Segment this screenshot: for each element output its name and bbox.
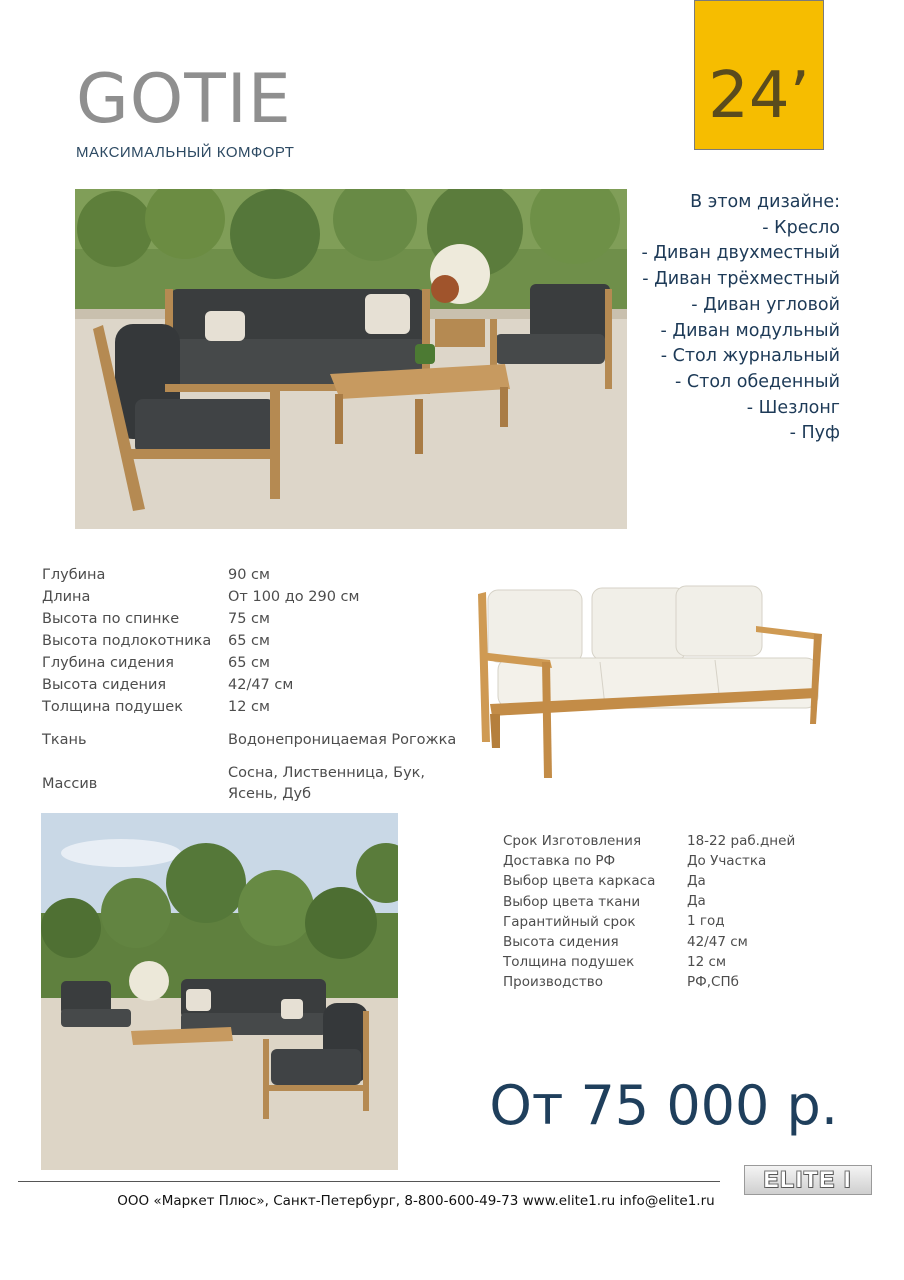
design-list-item: - Стол журнальный xyxy=(660,346,840,367)
sofa-product-image xyxy=(470,582,830,782)
term-label: Производство xyxy=(503,974,603,991)
elite-logo xyxy=(744,1165,872,1195)
term-value: До Участка xyxy=(687,852,767,869)
spec-value: 65 см xyxy=(228,654,270,671)
spec-label: Ткань xyxy=(42,732,87,748)
table-row xyxy=(42,718,462,762)
design-list-item: - Диван двухместный xyxy=(641,243,840,264)
term-value: Да xyxy=(687,872,706,889)
footer-contacts: ООО «Маркет Плюс», Санкт-Петербург, 8-800-600-49-73 www.elite1.ru info@elite1.ru xyxy=(117,1193,715,1209)
spec-label: Толщина подушек xyxy=(42,699,183,715)
term-value: РФ,СПб xyxy=(687,973,739,990)
footer-divider xyxy=(18,1181,720,1182)
spec-value: 65 см xyxy=(228,632,270,649)
terms-table xyxy=(503,831,795,993)
term-value: 18-22 раб.дней xyxy=(687,832,796,849)
term-label: Толщина подушек xyxy=(503,954,635,971)
table-row xyxy=(42,608,462,630)
term-label: Срок Изготовления xyxy=(503,833,642,850)
spec-label: Высота по спинке xyxy=(42,611,180,627)
term-label: Доставка по РФ xyxy=(503,853,616,870)
size-badge-text: 24’ xyxy=(708,59,810,133)
table-row xyxy=(503,972,795,992)
table-row xyxy=(503,871,795,891)
table-row xyxy=(503,912,795,932)
design-list-item: - Диван модульный xyxy=(660,320,840,341)
price: От 75 000 р. xyxy=(489,1074,838,1137)
term-label: Выбор цвета каркаса xyxy=(503,873,656,890)
spec-value: От 100 до 290 см xyxy=(228,588,360,605)
design-list-item: - Шезлонг xyxy=(746,397,840,418)
design-list-item: - Диван угловой xyxy=(691,294,840,315)
table-row xyxy=(503,932,795,952)
spec-label: Высота подлокотника xyxy=(42,633,212,649)
table-row xyxy=(42,586,462,608)
term-value: 42/47 см xyxy=(687,933,748,950)
spec-label: Длина xyxy=(42,589,91,605)
table-row xyxy=(42,696,462,718)
term-value: Да xyxy=(687,893,706,910)
table-row xyxy=(42,630,462,652)
spec-label: Глубина xyxy=(42,567,106,583)
term-value: 12 см xyxy=(687,953,727,970)
term-label: Гарантийный срок xyxy=(503,913,636,930)
design-list xyxy=(641,190,840,447)
table-row xyxy=(42,674,462,696)
table-row xyxy=(503,892,795,912)
spec-value: 75 см xyxy=(228,610,270,627)
collection-title: GOTIE xyxy=(76,60,292,139)
term-label: Высота сидения xyxy=(503,934,619,951)
spec-value: 42/47 см xyxy=(228,676,294,693)
spec-value: Сосна, Лиственница, Бук, Ясень, Дуб xyxy=(228,765,426,802)
spec-value: 12 см xyxy=(228,698,270,715)
secondary-photo xyxy=(41,813,398,1170)
dimensions-table xyxy=(42,564,462,806)
spec-label: Высота сидения xyxy=(42,677,167,693)
design-list-item: - Стол обеденный xyxy=(675,371,840,392)
table-row xyxy=(42,564,462,586)
size-badge xyxy=(694,0,824,150)
term-value: 1 год xyxy=(687,913,725,930)
table-row xyxy=(503,851,795,871)
design-list-heading: В этом дизайне: xyxy=(690,192,840,212)
term-label: Выбор цвета ткани xyxy=(503,893,641,910)
table-row xyxy=(42,652,462,674)
spec-value: 90 см xyxy=(228,566,270,583)
spec-label: Массив xyxy=(42,776,98,792)
table-row xyxy=(503,952,795,972)
collection-subtitle: МАКСИМАЛЬНЫЙ КОМФОРТ xyxy=(76,144,295,161)
main-photo xyxy=(75,189,627,529)
design-list-item: - Пуф xyxy=(789,423,840,444)
spec-value: Водонепроницаемая Рогожка xyxy=(228,731,457,748)
table-row xyxy=(42,762,462,806)
design-list-item: - Кресло xyxy=(762,217,840,238)
design-list-item: - Диван трёхместный xyxy=(642,269,840,290)
spec-label: Глубина сидения xyxy=(42,655,175,671)
table-row xyxy=(503,831,795,851)
logo-text: ELITE I xyxy=(763,1167,853,1192)
